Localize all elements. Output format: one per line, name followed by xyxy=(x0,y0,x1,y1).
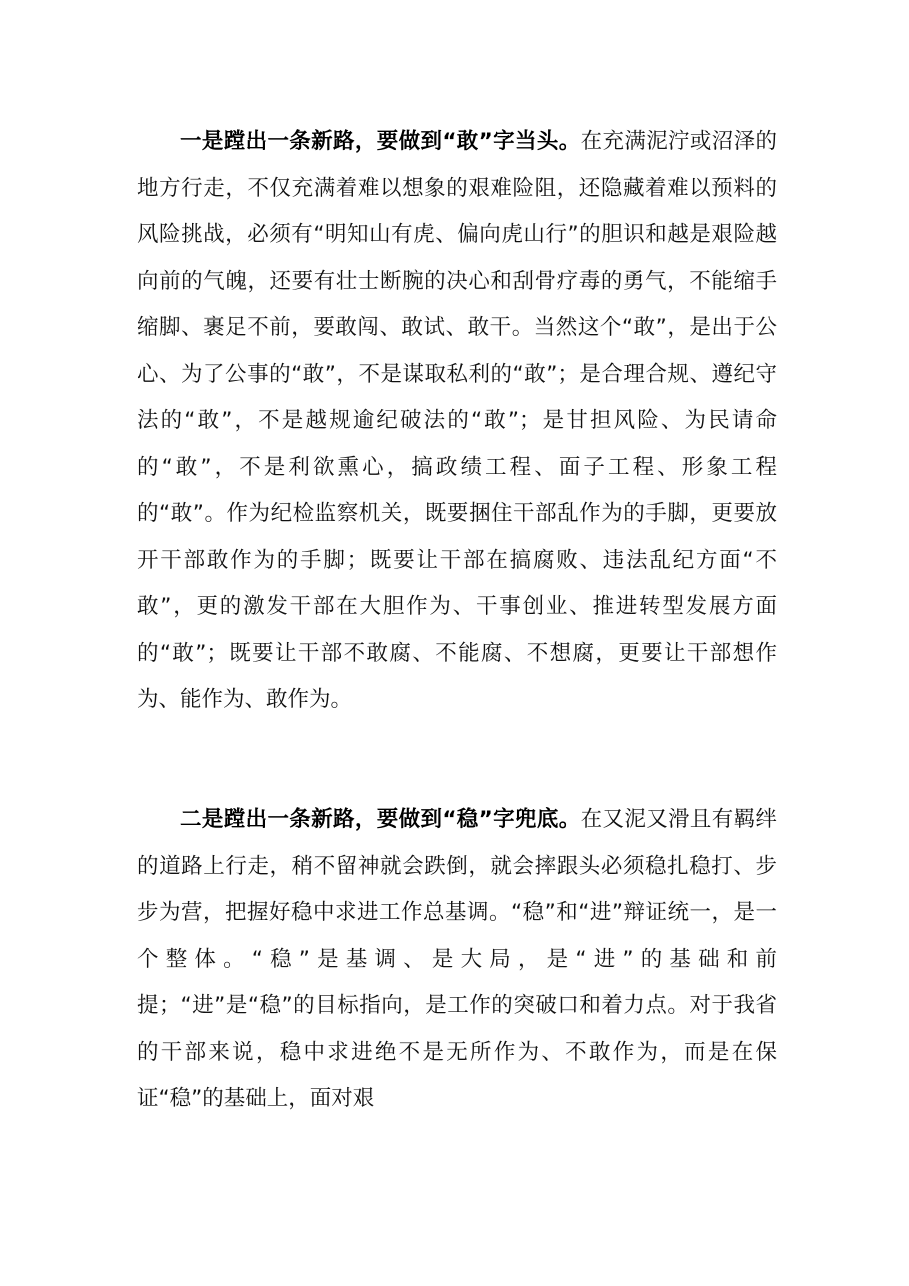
paragraph-1 xyxy=(137,119,777,724)
paragraph-1-lead: 一是蹚出一条新路，要做到“敢”字当头。 xyxy=(180,129,581,154)
paragraph-1-body: 在充满泥泞或沼泽的地方行走，不仅充满着难以想象的艰难险阻，还隐藏着难以预料的风险挑战，必须有“明知山有虎、偏向虎山行”的胆识和越是艰险越向前的气魄，还要有壮士断腕的决心和刮骨疗毒的勇气，不能缩手缩脚、裹足不前，要敢闯、敢试、敢干。当然这个“敢”，是出于公心、为了公事的“敢”，不是谋取私利的“敢”；是合理合规、遵纪守法的“敢”，不是越规逾纪破法的“敢”；是甘担风险、为民请命的“敢”，不是利欲熏心，搞政绩工程、面子工程、形象工程的“敢”。作为纪检监察机关，既要捆住干部乱作为的手脚，更要放开干部敢作为的手脚；既要让干部在搞腐败、违法乱纪方面“不敢”，更的激发干部在大胆作为、干事创业、推进转型发展方面的“敢”；既要让干部不敢腐、不能腐、不想腐，更要让干部想作为、能作为、敢作为。 xyxy=(137,129,777,712)
paragraph-2-body: 在又泥又滑且有羁绊的道路上行走，稍不留神就会跌倒，就会摔跟头必须稳扎稳打、步步为营，把握好稳中求进工作总基调。“稳”和“进”辩证统一，是一个整体。“稳”是基调、是大局，是“进”的基础和前提；“进”是“稳”的目标指向，是工作的突破口和着力点。对于我省的干部来说，稳中求进绝不是无所作为、不敢作为，而是在保证“稳”的基础上，面对艰 xyxy=(137,807,777,1111)
paragraph-2-lead: 二是蹚出一条新路，要做到“稳”字兜底。 xyxy=(180,807,581,832)
paragraph-2-text xyxy=(137,797,777,1123)
paragraph-1-text xyxy=(137,119,777,724)
paragraph-2 xyxy=(137,797,777,1123)
